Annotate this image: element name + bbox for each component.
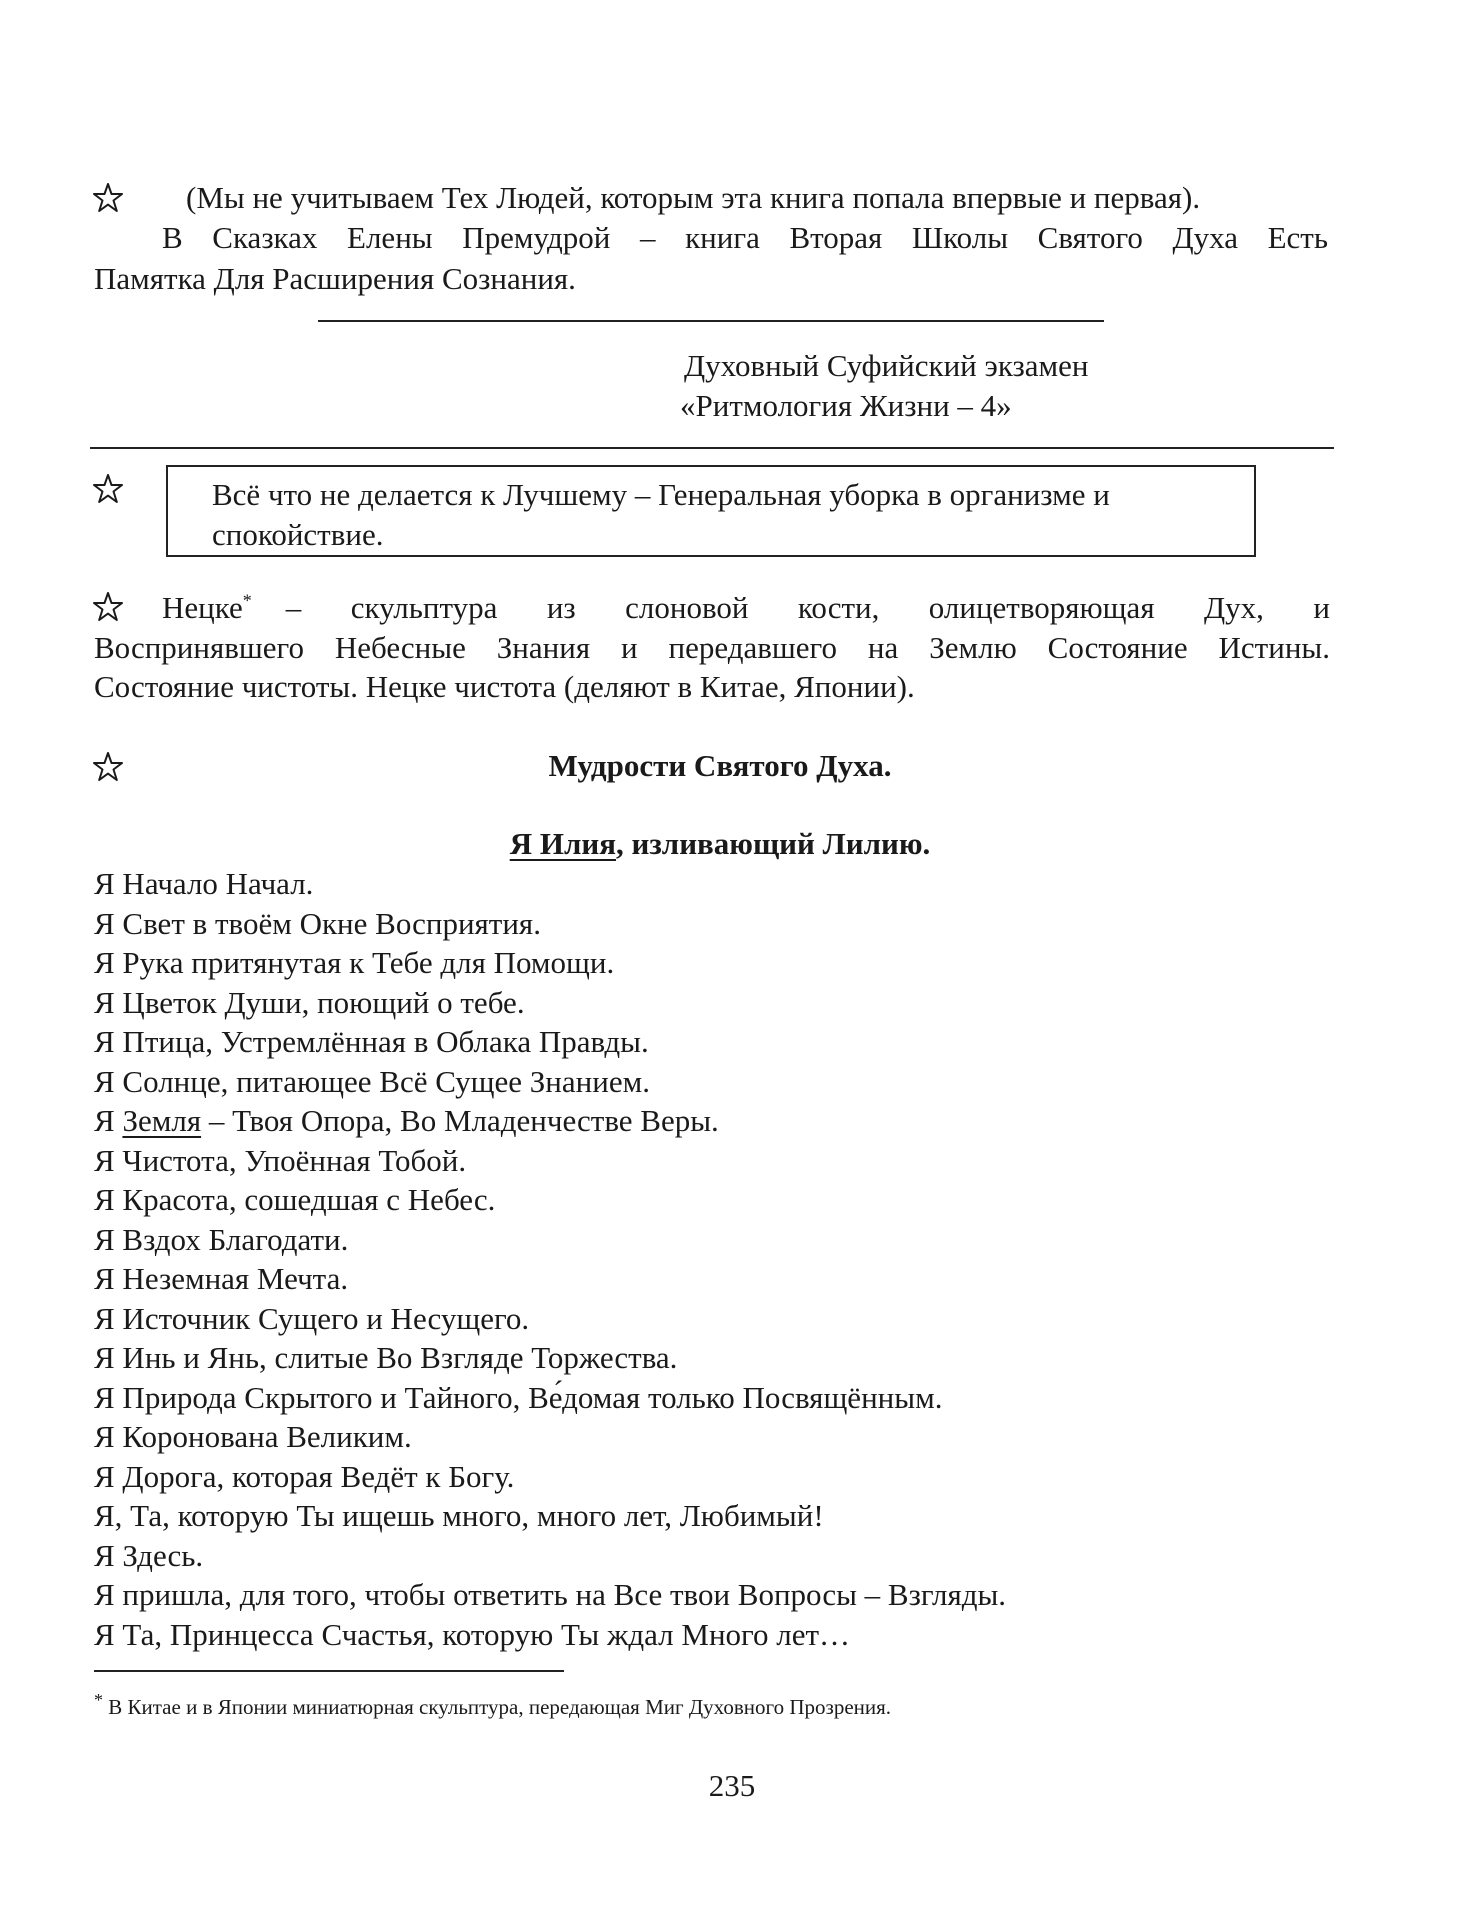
poem-line-post: – Твоя Опора, Во Младенчестве Веры. [201, 1103, 719, 1138]
star-bullet-icon [92, 751, 124, 783]
star-bullet-icon [92, 473, 124, 505]
poem-line: Я Рука притянутая к Тебе для Помощи. [94, 945, 615, 980]
poem-line: Я Инь и Янь, слитые Во Взгляде Торжества. [94, 1340, 678, 1375]
poem-line: Я Здесь. [94, 1537, 204, 1573]
poem-line [94, 1101, 1294, 1141]
footnote-mark[interactable]: * [242, 590, 252, 611]
intro-line: (Мы не учитываем Тех Людей, которым эта книга попала впервые и первая). [186, 180, 1201, 215]
poem-line-pre: Я [94, 1103, 123, 1138]
epigraph-line1: Духовный Суфийский экзамен [684, 348, 1089, 383]
poem-line: Я Источник Сущего и Несущего. [94, 1300, 530, 1336]
poem-title-rest: , изливающий Лилию. [615, 826, 931, 861]
poem-line: Я Та, Принцесса Счастья, которую Ты ждал Много лет… [94, 1616, 851, 1652]
poem-line: Я Природа Скрытого и Тайного, Ве́домая только Посвящённым. [94, 1379, 943, 1415]
poem-title-underlined: Я Илия [509, 826, 616, 861]
poem-line: Я Свет в твоём Окне Восприятия. [94, 905, 541, 941]
poem-line: Я Неземная Мечта. [94, 1261, 349, 1296]
poem-line: Я Солнце, питающее Всё Сущее Знанием. [94, 1063, 650, 1099]
poem-line: Я, Та, которую Ты ищешь много, много лет, Любимый! [94, 1498, 824, 1533]
boxed-note [166, 465, 1256, 557]
intro-paragraph-line1: В Сказках Елены Премудрой – книга Вторая Школы Святого Духа Есть [162, 220, 1328, 255]
boxed-note-line2: спокойствие. [212, 517, 384, 552]
poem-title [300, 824, 1140, 864]
poem-line-underlined: Земля [122, 1103, 202, 1138]
star-bullet-icon [92, 182, 124, 214]
netsuke-line1-rest: – скульптура из слоновой кости, олицетворяющая Дух, и [285, 590, 1330, 625]
netsuke-line2: Воспринявшего Небесные Знания и передавшего на Землю Состояние Истины. [94, 630, 1330, 665]
footnote-divider [94, 1670, 564, 1672]
section-heading: Мудрости Святого Духа. [548, 748, 892, 783]
netsuke-line1 [162, 588, 1330, 628]
netsuke-line3: Состояние чистоты. Нецке чистота (деляют в Китае, Японии). [94, 669, 915, 704]
poem-line: Я Цветок Души, поющий о тебе. [94, 984, 525, 1020]
poem-line: Я пришла, для того, чтобы ответить на Все твои Вопросы – Взгляды. [94, 1577, 1007, 1612]
poem-line: Я Начало Начал. [94, 866, 314, 901]
intro-paragraph-line2: Памятка Для Расширения Сознания. [94, 261, 576, 296]
poem-line: Я Коронована Великим. [94, 1419, 412, 1454]
poem-line: Я Красота, сошедшая с Небес. [94, 1182, 496, 1217]
divider-full [90, 447, 1334, 449]
divider-short [318, 320, 1104, 322]
footnote-text: В Китае и в Японии миниатюрная скульптура, передающая Миг Духовного Прозрения. [108, 1695, 892, 1719]
star-bullet-icon [92, 591, 124, 623]
boxed-note-line1: Всё что не делается к Лучшему – Генеральная уборка в организме и [212, 477, 1110, 512]
poem-line: Я Чистота, Упоённая Тобой. [94, 1142, 467, 1178]
epigraph-line2: «Ритмология Жизни – 4» [680, 388, 1012, 423]
netsuke-word: Нецке [162, 590, 243, 625]
footnote [94, 1690, 892, 1721]
footnote-mark: * [94, 1690, 103, 1710]
poem [94, 864, 1294, 1654]
poem-line: Я Птица, Устремлённая в Облака Правды. [94, 1024, 649, 1059]
netsuke-term [162, 588, 252, 628]
poem-line: Я Вздох Благодати. [94, 1221, 349, 1257]
poem-line: Я Дорога, которая Ведёт к Богу. [94, 1458, 515, 1494]
page-number: 235 [708, 1768, 756, 1803]
